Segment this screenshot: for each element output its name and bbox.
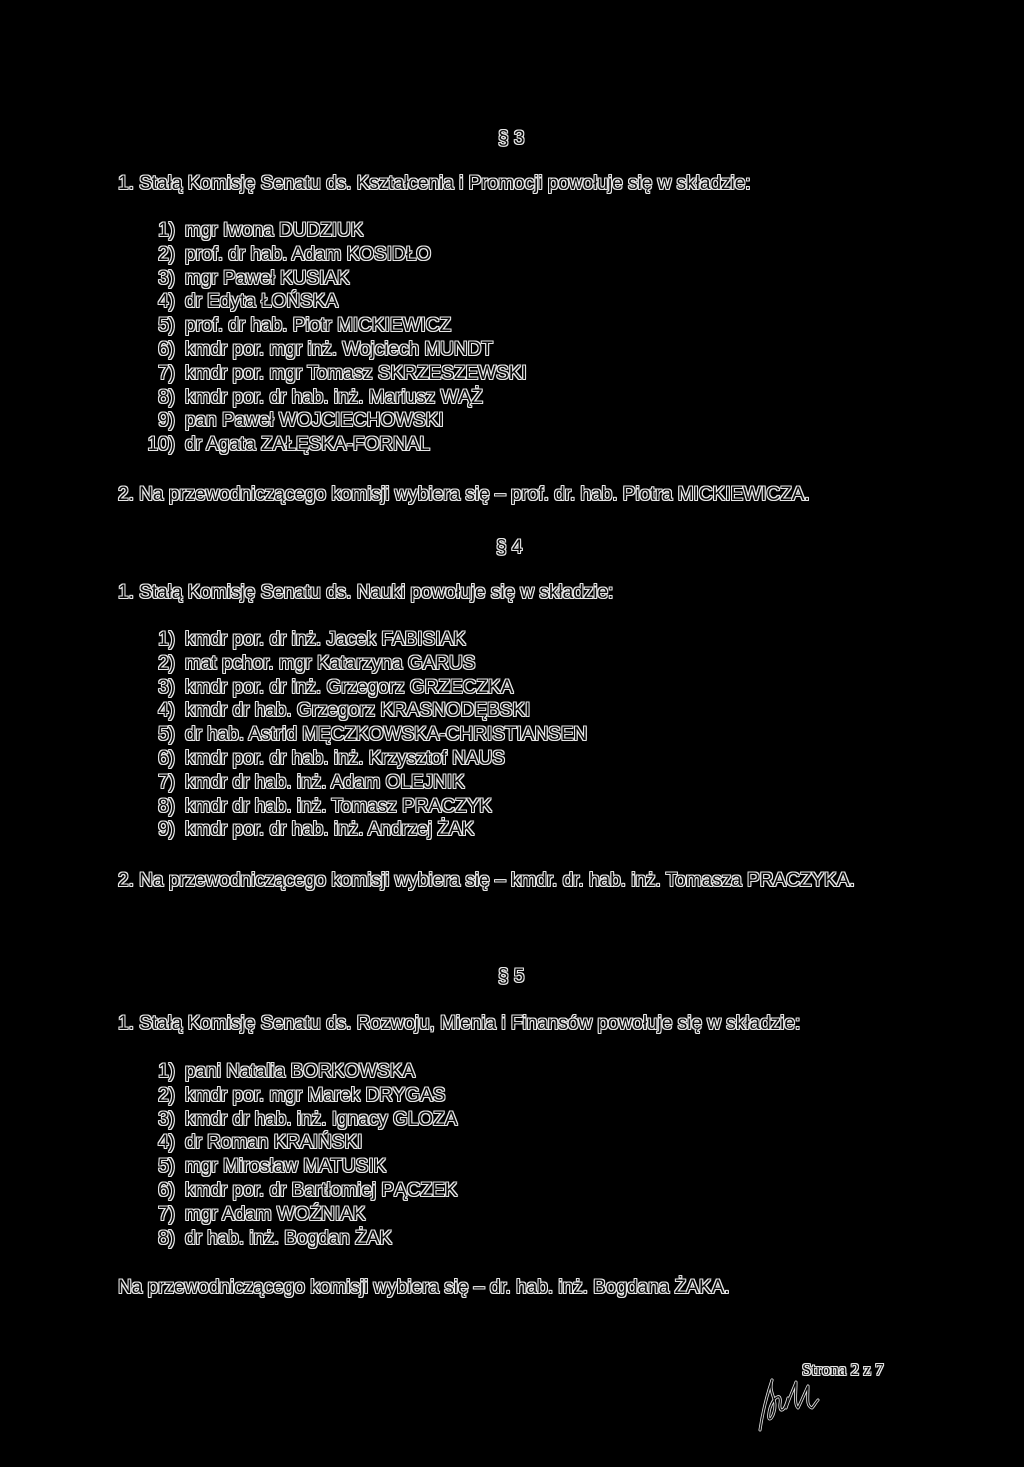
section-3-heading: § 3 [498, 128, 525, 149]
section-5-chair: Na przewodniczącego komisji wybiera się – dr. hab. inż. Bogdana ŻAKA. [118, 1277, 730, 1298]
section-4-intro: 1. Stałą Komisję Senatu ds. Nauki powołuje się w składzie: [118, 582, 614, 603]
handwritten-signature [752, 1368, 822, 1438]
section-5-intro: 1. Stałą Komisję Senatu ds. Rozwoju, Mienia i Finansów powołuje się w składzie: [118, 1013, 801, 1034]
section-4-chair: 2. Na przewodniczącego komisji wybiera się – kmdr. dr. hab. inż. Tomasza PRACZYKA. [118, 870, 855, 891]
section-3-chair: 2. Na przewodniczącego komisji wybiera się – prof. dr. hab. Piotra MICKIEWICZA. [118, 484, 810, 505]
section-5-heading: § 5 [498, 966, 525, 987]
section-3-intro: 1. Stałą Komisję Senatu ds. Kształcenia i Promocji powołuje się w składzie: [118, 173, 751, 194]
section-4-heading: § 4 [496, 537, 523, 558]
document-page: § 3 1. Stałą Komisję Senatu ds. Kształcenia i Promocji powołuje się w składzie: 1) mgr Iwona DUDZIUK 2) prof. dr hab. Adam KOSIDŁO 3) mgr Paweł KUSIAK 4) dr Edyta ŁOŃSKA 5) prof. dr hab. Piotr MICKIEWICZ 6) kmdr por. mgr inż. Wojciech MUNDT 7) kmdr por. mgr Tomasz SKRZESZEWSKI 8) kmdr por. dr hab. inż. Mariusz WĄŻ 9) pan Paweł WOJCIECHOWSKI 10) dr Agata ZAŁĘSKA-FORNAL 2. Na przewodniczącego komisji wybiera się – prof. dr. hab. Piotra MICKIEWICZA. § 4 1. Stałą Komisję Senatu ds. Nauki powołuje się w składzie: 1) kmdr por. dr inż. Jacek FABISIAK 2) mat pchor. mgr Katarzyna GARUS 3) kmdr por. dr inż. Grzegorz GRZECZKA 4) kmdr dr hab. Grzegorz KRASNODĘBSKI 5) dr hab. Astrid MĘCZKOWSKA-CHRISTIANSEN 6) kmdr por. dr hab. inż. Krzysztof NAUS 7) kmdr dr hab. inż. Adam OLEJNIK 8) kmdr dr hab. inż. Tomasz PRACZYK 9) kmdr por. dr hab. inż. Andrzej ŻAK 2. Na przewodniczącego komisji wybiera się – kmdr. dr. hab. inż. Tomasza PRACZYKA. § 5 1. Stałą Komisję Senatu ds. Rozwoju, Mienia i Finansów powołuje się w składzie: 1) pani Natalia BORKOWSKA 2) kmdr por. mgr Marek DRYGAS 3) kmdr dr hab. inż. Ignacy GLOZA 4) dr Roman KRAIŃSKI 5) mgr Mirosław MATUSIK 6) kmdr por. dr Bartłomiej PĄCZEK 7) mgr Adam WOŹNIAK 8) dr hab. inż. Bogdan ŻAK Na przewodniczącego komisji wybiera się – dr. hab. inż. Bogdana ŻAKA. Strona 2 z 7 [0, 0, 1024, 1467]
page-number: Strona 2 z 7 [802, 1360, 884, 1379]
